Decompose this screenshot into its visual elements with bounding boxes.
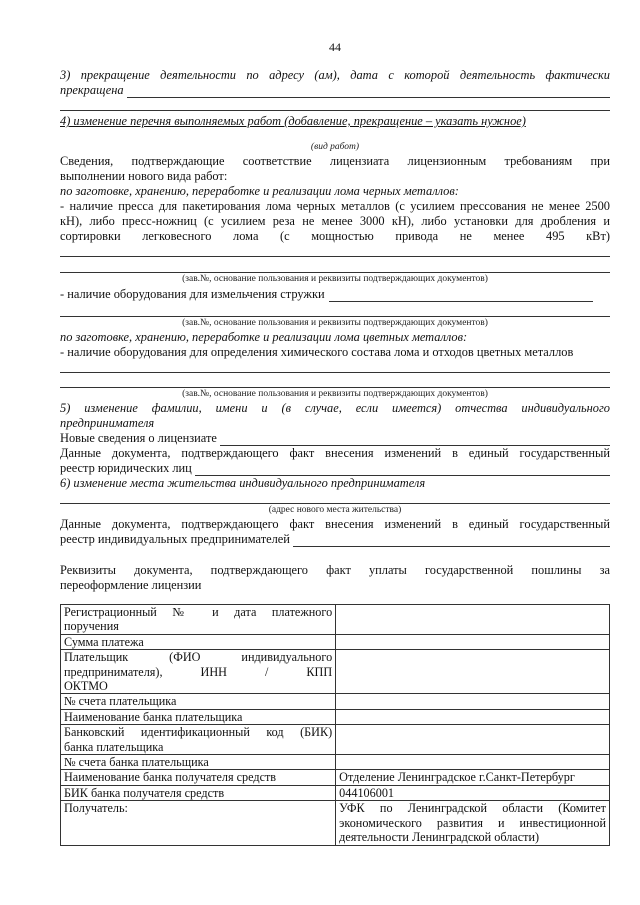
docs-caption-1: (зав.№, основание пользования и реквизиты подтверждающих документов)	[182, 274, 488, 284]
page-number: 44	[329, 40, 341, 54]
chem-docs-field-2[interactable]	[60, 387, 610, 388]
payment-value-line: экономического развития и инвестиционной	[339, 815, 606, 830]
payment-value-cell	[336, 770, 610, 785]
payment-value-cell[interactable]	[336, 694, 610, 709]
payment-label-cell	[61, 709, 336, 724]
table-row	[61, 785, 610, 800]
payment-value-cell[interactable]	[336, 755, 610, 770]
egrul-label: реестр юридических лиц	[60, 461, 192, 475]
payment-value-line: деятельности Ленинградской области)	[339, 830, 540, 845]
docs-caption-2: (зав.№, основание пользования и реквизиты подтверждающих документов)	[182, 318, 488, 328]
payment-value-cell[interactable]	[336, 634, 610, 649]
section4-heading: 4) изменение перечня выполняемых работ (добавление, прекращение – указать нужное)	[60, 114, 526, 128]
docs-caption-3: (зав.№, основание пользования и реквизиты подтверждающих документов)	[182, 389, 488, 399]
ferrous-heading: по заготовке, хранению, переработке и реализации лома черных металлов:	[60, 184, 459, 198]
table-row	[61, 709, 610, 724]
payment-label-cell	[61, 634, 336, 649]
section3-line1: 3) прекращение деятельности по адресу (ам), дата с которой деятельность фактически	[60, 68, 610, 82]
work-type-caption: (вид работ)	[310, 142, 360, 152]
section6-doc-line1: Данные документа, подтверждающего факт внесения изменений в единый государственный	[60, 517, 610, 531]
egrip-field[interactable]	[293, 534, 610, 547]
table-row	[61, 725, 610, 755]
payment-label-line: Плательщик (ФИО индивидуального	[64, 650, 333, 665]
nonferrous-heading: по заготовке, хранению, переработке и реализации лома цветных металлов:	[60, 330, 468, 344]
payment-label-line: Получатель:	[64, 801, 128, 816]
payment-label-cell	[61, 801, 336, 845]
table-row	[61, 650, 610, 694]
payment-intro-line1: Реквизиты документа, подтверждающего факт уплаты государственной пошлины за	[60, 563, 610, 577]
section5-line1: 5) изменение фамилии, имени и (в случае, если имеется) отчества индивидуального	[60, 401, 610, 415]
payment-label-line: Сумма платежа	[64, 634, 144, 649]
press-line1: - наличие пресса для пакетирования лома черных металлов (с усилием прессования не менее 2500	[60, 199, 610, 213]
payment-value-cell[interactable]	[336, 725, 610, 755]
payment-label-line: ОКТМО	[64, 679, 108, 694]
table-row	[61, 694, 610, 709]
payment-label-line: поручения	[64, 619, 119, 634]
new-info-line	[60, 431, 610, 446]
payment-label-cell	[61, 770, 336, 785]
payment-label-line: № счета плательщика	[64, 694, 177, 709]
table-row	[61, 801, 610, 845]
egrul-field[interactable]	[195, 463, 610, 476]
payment-value-line: Отделение Ленинградское г.Санкт-Петербург	[339, 770, 575, 785]
section5-doc-line1: Данные документа, подтверждающего факт внесения изменений в единый государственный	[60, 446, 610, 460]
section5-doc-line2	[60, 461, 610, 476]
payment-label-line: БИК банка получателя средств	[64, 785, 225, 800]
chips-docs-field[interactable]	[60, 316, 610, 317]
chem-docs-field-1[interactable]	[60, 372, 610, 373]
payment-value-cell[interactable]	[336, 650, 610, 694]
payment-label-cell	[61, 605, 336, 635]
payment-label-cell	[61, 755, 336, 770]
payment-label-line: предпринимателя), ИНН / КПП	[64, 664, 333, 679]
payment-label-line: № счета банка плательщика	[64, 755, 209, 770]
payment-value-cell	[336, 785, 610, 800]
chips-field[interactable]	[329, 289, 593, 302]
press-docs-field-1[interactable]	[60, 256, 610, 257]
payment-label-cell	[61, 725, 336, 755]
payment-label-line: Наименование банка получателя средств	[64, 770, 277, 785]
payment-label-cell	[61, 694, 336, 709]
payment-label-line: банка плательщика	[64, 739, 164, 754]
section6-doc-line2	[60, 532, 610, 547]
section6-heading: 6) изменение места жительства индивидуального предпринимателя	[60, 476, 426, 490]
press-line2: кН), либо пресс-ножниц (с усилием реза не менее 3000 кН), либо установки для дробления и	[60, 214, 610, 228]
table-row	[61, 634, 610, 649]
payment-value-line: 044106001	[339, 785, 395, 800]
chips-label: - наличие оборудования для измельчения стружки	[60, 287, 325, 301]
payment-label-cell	[61, 785, 336, 800]
table-row	[61, 770, 610, 785]
document-page	[60, 0, 610, 905]
egrip-label: реестр индивидуальных предпринимателей	[60, 532, 290, 546]
payment-value-cell	[336, 801, 610, 845]
new-info-label: Новые сведения о лицензиате	[60, 431, 217, 445]
chips-line	[60, 287, 610, 302]
info-line2: выполнении нового вида работ:	[60, 169, 228, 183]
info-line1: Сведения, подтверждающие соответствие лицензиата лицензионным требованиям при	[60, 154, 610, 168]
section3-line2	[60, 83, 610, 98]
payment-intro-line2: переоформление лицензии	[60, 578, 202, 592]
payment-label-cell	[61, 650, 336, 694]
section3-label: прекращена	[60, 83, 124, 97]
payment-value-cell[interactable]	[336, 709, 610, 724]
address-field[interactable]	[60, 503, 610, 504]
payment-label-line: Банковский идентификационный код (БИК)	[64, 725, 333, 740]
termination-date-field[interactable]	[127, 85, 610, 98]
payment-table	[60, 604, 610, 846]
table-row	[61, 605, 610, 635]
payment-label-line: Наименование банка плательщика	[64, 709, 243, 724]
payment-label-line: Регистрационный № и дата платежного	[64, 605, 333, 619]
address-caption: (адрес нового места жительства)	[268, 505, 402, 515]
press-docs-field-2[interactable]	[60, 272, 610, 273]
new-info-field[interactable]	[220, 433, 610, 446]
payment-value-cell[interactable]	[336, 605, 610, 635]
chem-line: - наличие оборудования для определения химического состава лома и отходов цветных металлов	[60, 345, 574, 359]
divider	[60, 110, 610, 111]
table-row	[61, 755, 610, 770]
press-line3: сортировки легковесного лома (с мощностью привода не менее 495 кВт)	[60, 229, 610, 243]
section5-line2: предпринимателя	[60, 416, 155, 430]
payment-value-line: УФК по Ленинградской области (Комитет	[339, 801, 606, 816]
